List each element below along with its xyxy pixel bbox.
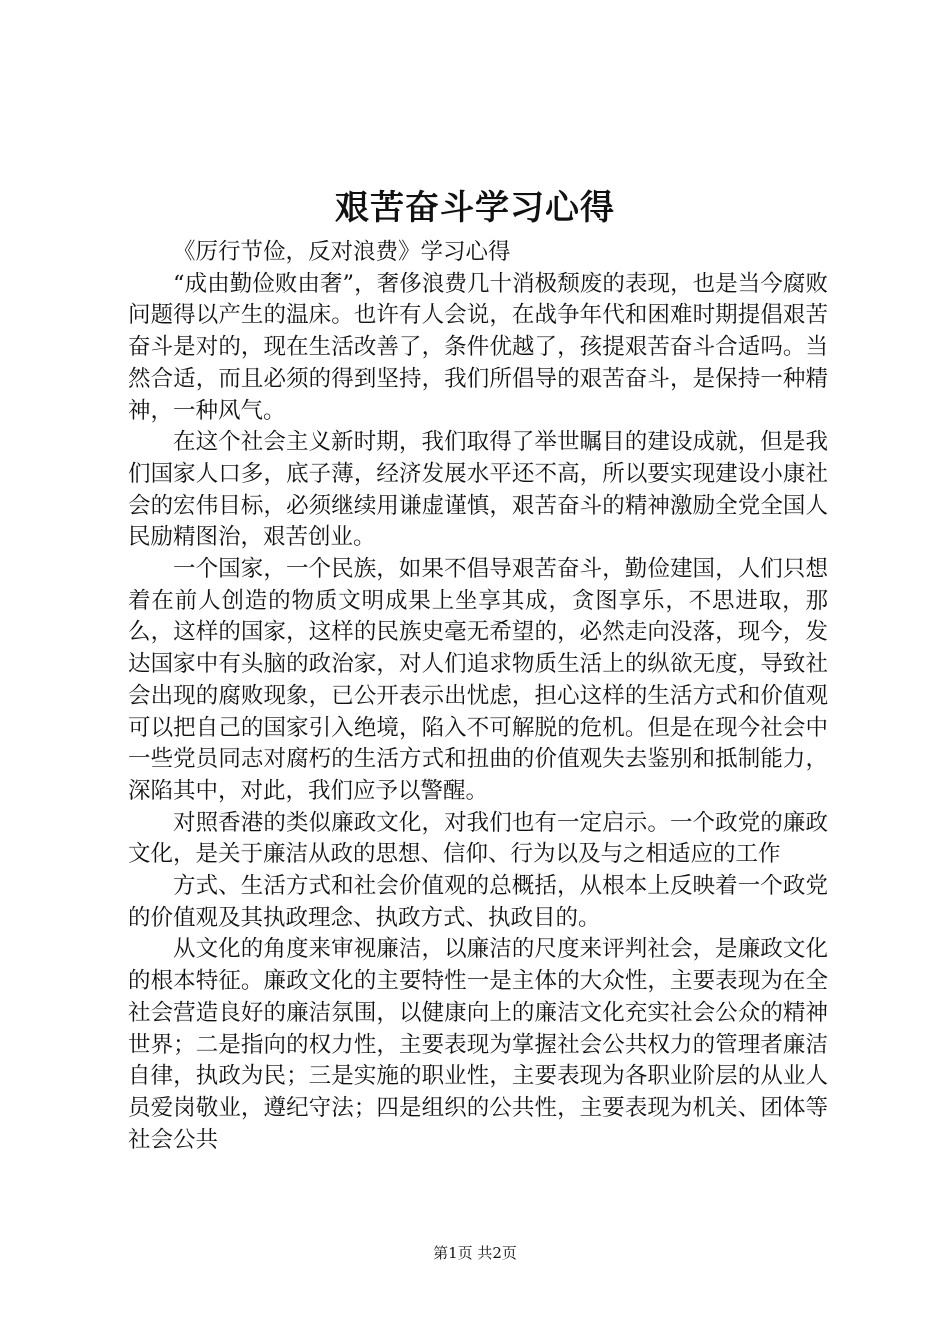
paragraph: 方式、生活方式和社会价值观的总概括，从根本上反映着一个政党的价值观及其执政理念、执政方式、执政目的。 bbox=[128, 873, 828, 931]
document-title: 艰苦奋斗学习心得 bbox=[335, 188, 615, 228]
paragraph: 从文化的角度来审视廉洁，以廉洁的尺度来评判社会，是廉政文化的根本特征。廉政文化的主要特性一是主体的大众性，主要表现为在全社会营造良好的廉洁氛围，以健康向上的廉洁文化充实社会公众的精神世界；二是指向的权力性，主要表现为掌握社会公共权力的管理者廉洁自律，执政为民；三是实施的职业性，主要表现为各职业阶层的从业人员爱岗敬业，遵纪守法；四是组织的公共性，主要表现为机关、团体等社会公共 bbox=[128, 936, 828, 1153]
paragraph: 在这个社会主义新时期，我们取得了举世瞩目的建设成就，但是我们国家人口多，底子薄，经济发展水平还不高，所以要实现建设小康社会的宏伟目标，必须继续用谦虚谨慎，艰苦奋斗的精神激励全党全国人民励精图治，艰苦创业。 bbox=[128, 429, 828, 551]
document-body bbox=[128, 237, 828, 1156]
page-number-footer: 第1页 共2页 bbox=[433, 1244, 517, 1262]
paragraph: 对照香港的类似廉政文化，对我们也有一定启示。一个政党的廉政文化，是关于廉洁从政的思想、信仰、行为以及与之相适应的工作 bbox=[128, 809, 828, 868]
paragraph: 一个国家，一个民族，如果不倡导艰苦奋斗，勤俭建国，人们只想着在前人创造的物质文明成果上坐享其成，贪图享乐，不思进取，那么，这样的国家，这样的民族史毫无希望的，必然走向没落，现今，发达国家中有头脑的政治家，对人们追求物质生活上的纵欲无度，导致社会出现的腐败现象，已公开表示出忧虑，担心这样的生活方式和价值观可以把自己的国家引入绝境，陷入不可解脱的危机。但是在现今社会中一些党员同志对腐朽的生活方式和扭曲的价值观失去鉴别和抵制能力，深陷其中，对此，我们应予以警醒。 bbox=[128, 556, 828, 804]
paragraph: “成由勤俭败由奢”，奢侈浪费几十消极颓废的表现，也是当今腐败问题得以产生的温床。也许有人会说，在战争年代和困难时期提倡艰苦奋斗是对的，现在生活改善了，条件优越了，孩提艰苦奋斗合适吗。当然合适，而且必须的得到坚持，我们所倡导的艰苦奋斗，是保持一种精神，一种风气。 bbox=[128, 270, 828, 424]
paragraph-subtitle: 《厉行节俭，反对浪费》学习心得 bbox=[173, 239, 511, 265]
